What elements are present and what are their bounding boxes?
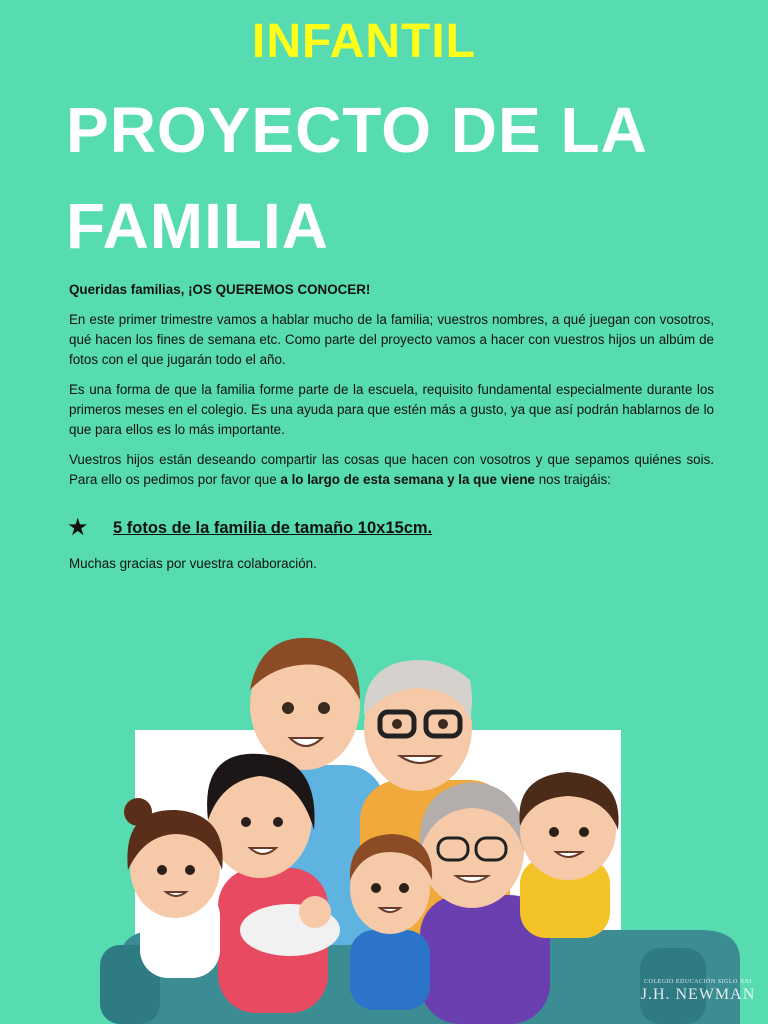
paragraph-3-end: nos traigáis:	[538, 472, 611, 487]
paragraph-3-start: Vuestros hijos están deseando compartir las cosas que hacen con vosotros y que sepamos quiénes sois. Para ello os pedimos por favor que	[69, 452, 714, 487]
logo-name: J.H. NEWMAN	[640, 986, 756, 1003]
paragraph-3	[69, 450, 714, 490]
family-illustration	[100, 630, 768, 1024]
thanks-note: Muchas gracias por vuestra colaboración.	[69, 556, 317, 571]
greeting: Queridas familias, ¡OS QUEREMOS CONOCER!	[69, 282, 371, 297]
paragraph-2: Es una forma de que la familia forme parte de la escuela, requisito fundamental especialmente durante los primeros meses en el colegio. Es una ayuda para que estén más a gusto, ya que así podrán hablarnos de lo que para ellos es lo más importante.	[69, 382, 714, 437]
school-logo	[636, 978, 760, 1004]
request-text: 5 fotos de la familia de tamaño 10x15cm.	[113, 519, 433, 537]
paragraph-3-bold: a lo largo de esta semana y la que viene	[280, 472, 535, 487]
page-title: PROYECTO DE LA FAMILIA	[66, 94, 646, 262]
star-icon: ★	[67, 514, 89, 541]
photo-request	[67, 516, 714, 540]
logo-subtitle: COLEGIO EDUCACIÓN SIGLO XXI	[644, 979, 752, 985]
paragraph-1: En este primer trimestre vamos a hablar mucho de la familia; vuestros nombres, a qué juegan con vosotros, qué hacen los fines de semana etc. Como parte del proyecto vamos a hacer con vuestros hijos un albúm de fotos con el que jugarán todo el año.	[69, 312, 714, 367]
level-heading: INFANTIL	[252, 15, 476, 68]
letter-body	[69, 280, 714, 584]
